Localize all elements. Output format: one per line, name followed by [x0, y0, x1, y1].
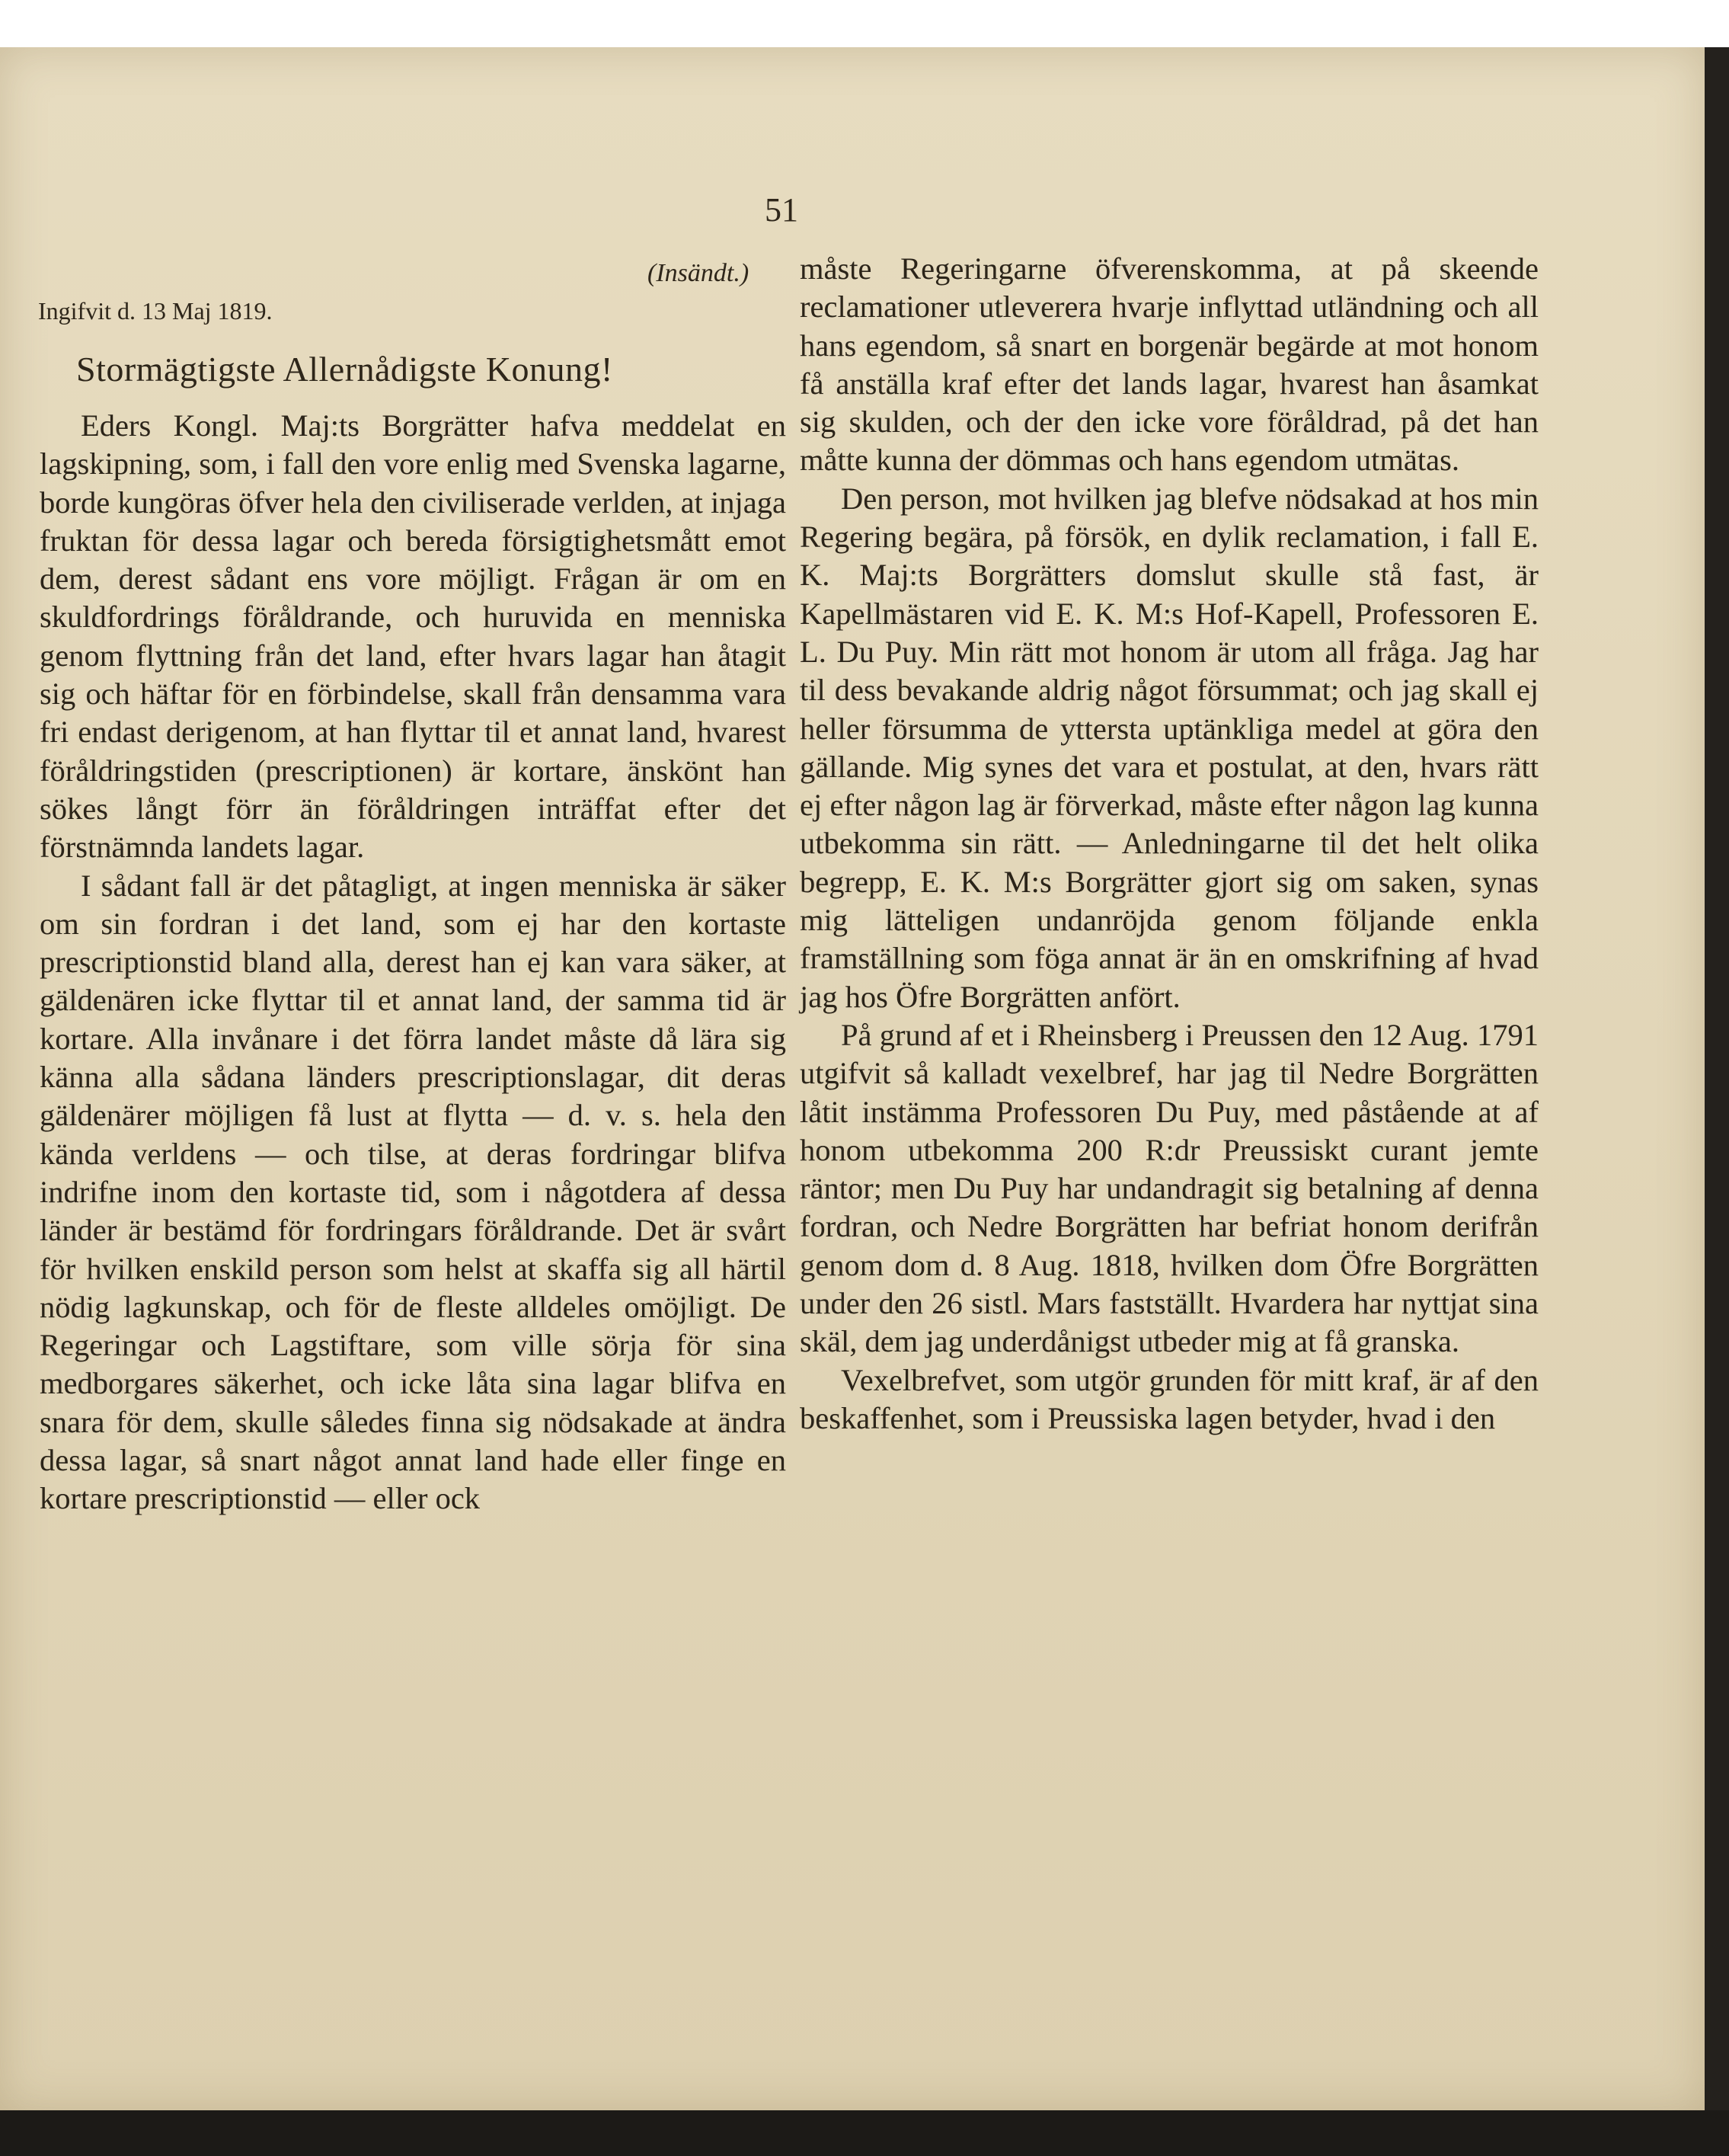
scan-edge-bottom — [0, 2110, 1729, 2156]
paragraph: Den person, mot hvilken jag blefve nödsakad at hos min Regering begära, på försök, en dylik reclamation, i fall E. K. Maj:ts Borgrätters domslut skulle stå fast, är Kapellmästaren vid E. K. M:s Hof-Kapell, Professoren E. L. Du Puy. Min rätt mot honom är utom all fråga. Jag har til dess bevakande aldrig något försummat; och jag skall ej heller försumma de yttersta uptänkliga medel at göra den gällande. Mig synes det vara et postulat, at den, hvars rätt ej efter någon lag är förverkad, måste efter någon lag kunna utbekomma sin rätt. — Anledningarne til det helt olika begrepp, E. K. M:s Borgrätter gjort sig om saken, synas mig lätteligen undanröjda genom följande enkla framställning som föga annat är än en omskrifning af hvad jag hos Öfre Borgrätten anfört. — [800, 481, 1539, 1014]
page-number: 51 — [765, 191, 798, 229]
left-column-text — [40, 407, 786, 1518]
submitted-note: (Insändt.) — [647, 259, 749, 287]
submission-date: Ingifvit d. 13 Maj 1819. — [38, 297, 273, 325]
paragraph: Eders Kongl. Maj:ts Borgrätter hafva meddelat en lagskipning, som, i fall den vore enlig med Svenska lagarne, borde kungöras öfver hela den civiliserade verlden, at injaga fruktan för dessa lagar och bereda försigtighetsmått emot dem, derest sådant ens vore möjligt. Frågan är om en skuldfordrings föråldrande, och huruvida en menniska genom flyttning från det land, efter hvars lagar han åtagit sig och häftar för en förbindelse, skall från densamma vara fri endast derigenom, at han flyttar til et annat land, hvarest föråldringstiden (prescriptionen) är kortare, änskönt han sökes långt förr än föråldringen inträffat efter det förstnämnda landets lagar. — [40, 408, 786, 865]
paragraph: Vexelbrefvet, som utgör grunden för mitt kraf, är af den beskaffenhet, som i Preussiska lagen betyder, hvad i den — [800, 1362, 1539, 1435]
paragraph: måste Regeringarne öfverenskomma, at på skeende reclamationer utleverera hvarje inflyttad utländning och all hans egendom, så snart en borgenär begärde at mot honom få anställa kraf efter det lands lagar, hvarest han åsamkat sig skulden, och der den icke vore föråldrad, på det han måtte kunna der dömmas och hans egendom utmätas. — [800, 251, 1539, 478]
paragraph: På grund af et i Rheinsberg i Preussen den 12 Aug. 1791 utgifvit så kalladt vexelbref, har jag til Nedre Borgrätten låtit instämma Professoren Du Puy, med påstående at af honom utbekomma 200 R:dr Preussiskt curant jemte räntor; men Du Puy har undandragit sig betalning af denna fordran, och Nedre Borgrätten har befriat honom derifrån genom dom d. 8 Aug. 1818, hvilken dom Öfre Borgrätten under den 26 sistl. Mars fastställt. Hvardera har nyttjat sina skäl, dem jag underdånigst utbeder mig at få granska. — [800, 1017, 1539, 1359]
paragraph: I sådant fall är det påtagligt, at ingen menniska är säker om sin fordran i det land, som ej har den kortaste prescriptionstid bland alla, derest han ej kan vara säker, at gäldenären icke flyttar til et annat land, der samma tid är kortare. Alla invånare i det förra landet måste då lära sig känna alla sådana länders prescriptionslagar, dit deras gäldenärer möjligen få lust at flytta — d. v. s. hela den kända verldens — och tilse, at deras fordringar blifva indrifne inom den kortaste tid, som i någotdera af dessa länder är bestämd för fordringars föråldrande. Det är svårt för hvilken enskild person som helst at skaffa sig all härtil nödig lagkunskap, och för de fleste alldeles omöjligt. De Regeringar och Lagstiftare, som ville sörja för sina medborgares säkerhet, och icke låta sina lagar blifva en snara för dem, skulle således finna sig nödsakade at ändra dessa lagar, så snart något annat land hade eller finge en kortare prescriptionstid — eller ock — [40, 868, 786, 1516]
right-column-text — [800, 250, 1539, 1438]
scan-edge-right — [1705, 47, 1729, 2110]
salutation: Stormägtigste Allernådigste Konung! — [76, 350, 613, 389]
